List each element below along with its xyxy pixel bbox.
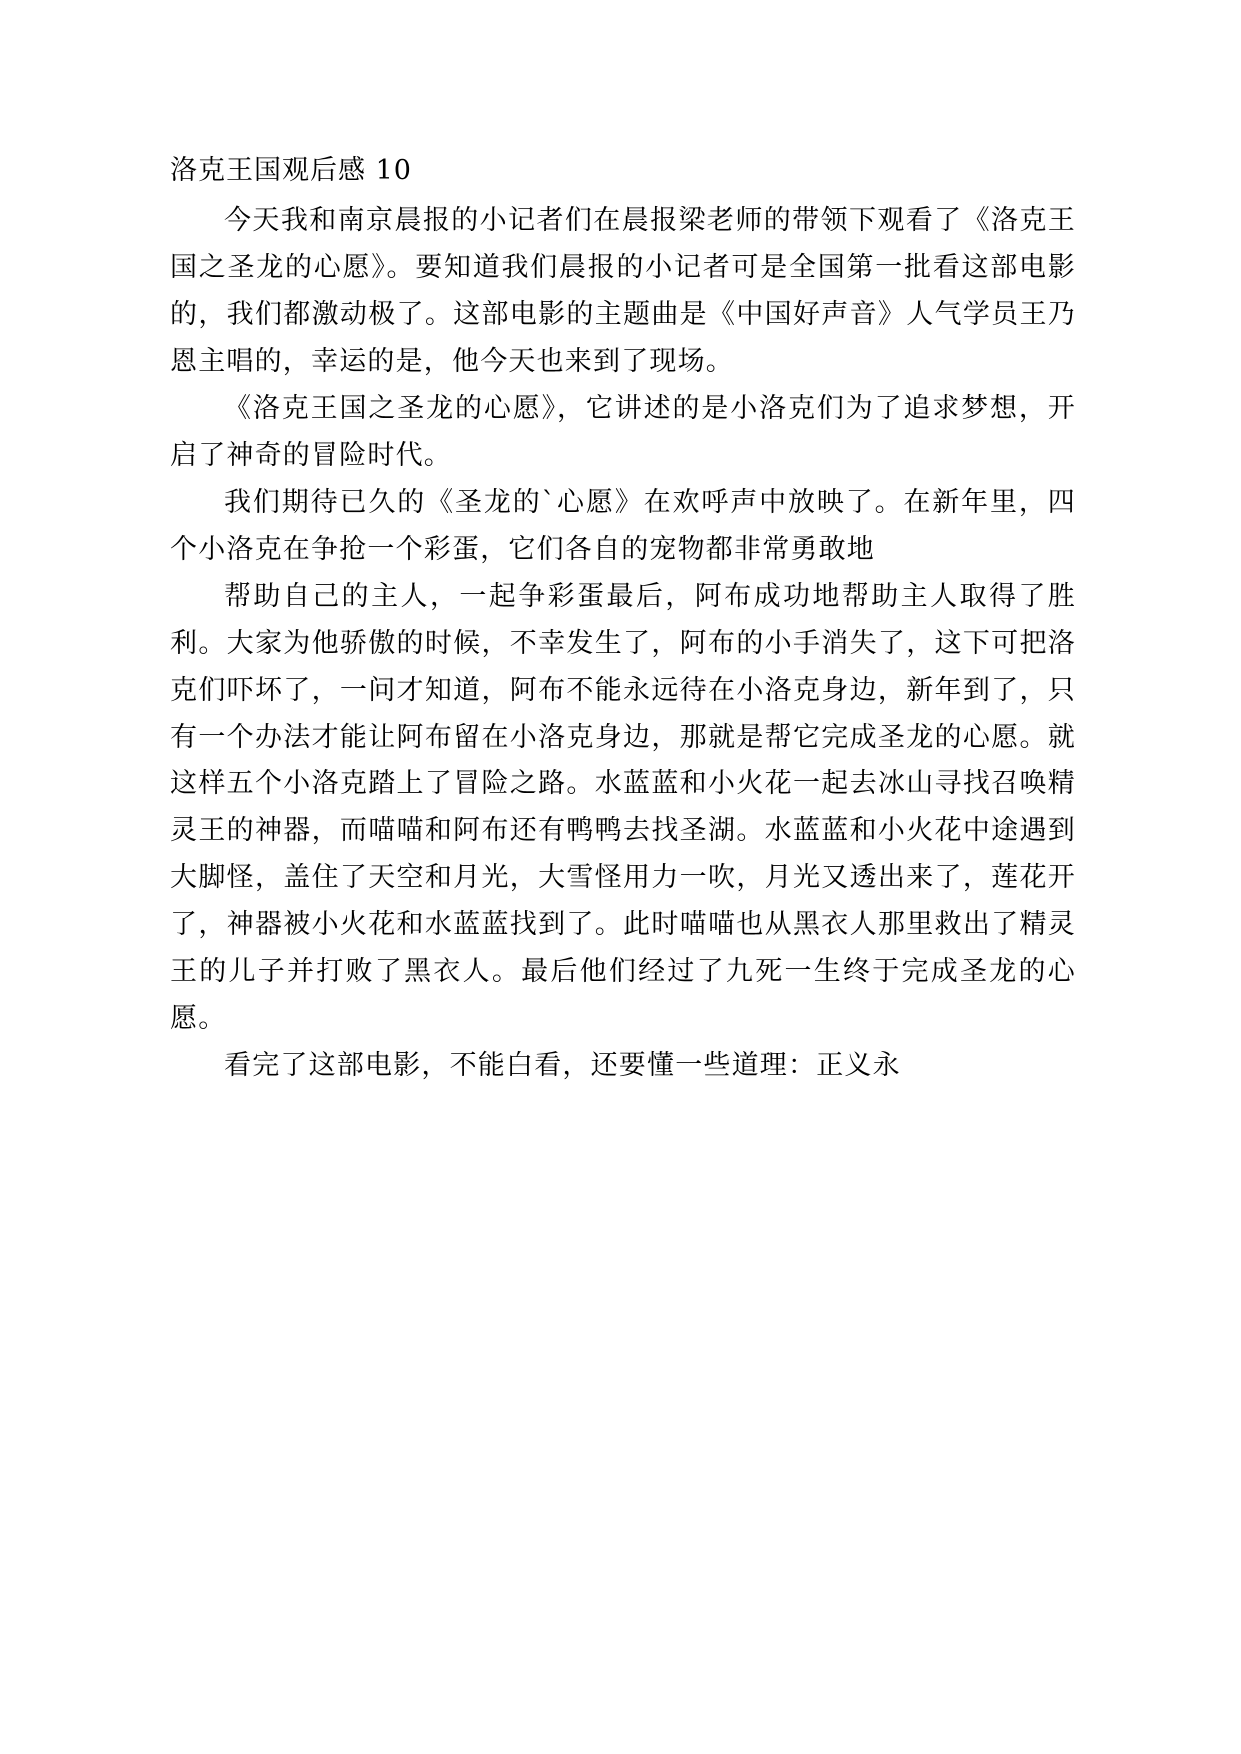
paragraph-2: 《洛克王国之圣龙的心愿》，它讲述的是小洛克们为了追求梦想，开启了神奇的冒险时代。 bbox=[170, 392, 1076, 471]
paragraph-5: 看完了这部电影，不能白看，还要懂一些道理：正义永 bbox=[224, 1050, 901, 1082]
paragraph-4: 帮助自己的主人，一起争彩蛋最后，阿布成功地帮助主人取得了胜利。大家为他骄傲的时候，不幸发生了，阿布的小手消失了，这下可把洛克们吓坏了，一问才知道，阿布不能永远待在小洛克身边，新年到了，只有一个办法才能让阿布留在小洛克身边，那就是帮它完成圣龙的心愿。就这样五个小洛克踏上了冒险之路。水蓝蓝和小火花一起去冰山寻找召唤精灵王的神器，而喵喵和阿布还有鸭鸭去找圣湖。水蓝蓝和小火花中途遇到大脚怪，盖住了天空和月光，大雪怪用力一吹，月光又透出来了，莲花开了，神器被小火花和水蓝蓝找到了。此时喵喵也从黑衣人那里救出了精灵王的儿子并打败了黑衣人。最后他们经过了九死一生终于完成圣龙的心愿。 bbox=[170, 580, 1076, 1035]
paragraph-3: 我们期待已久的《圣龙的`心愿》在欢呼声中放映了。在新年里，四个小洛克在争抢一个彩蛋，它们各自的宠物都非常勇敢地 bbox=[170, 486, 1076, 565]
page-title: 洛克王国观后感 10 bbox=[170, 155, 412, 186]
paragraph-1: 今天我和南京晨报的小记者们在晨报梁老师的带领下观看了《洛克王国之圣龙的心愿》。要知道我们晨报的小记者可是全国第一批看这部电影的，我们都激动极了。这部电影的主题曲是《中国好声音》人气学员王乃恩主唱的，幸运的是，他今天也来到了现场。 bbox=[170, 204, 1076, 377]
